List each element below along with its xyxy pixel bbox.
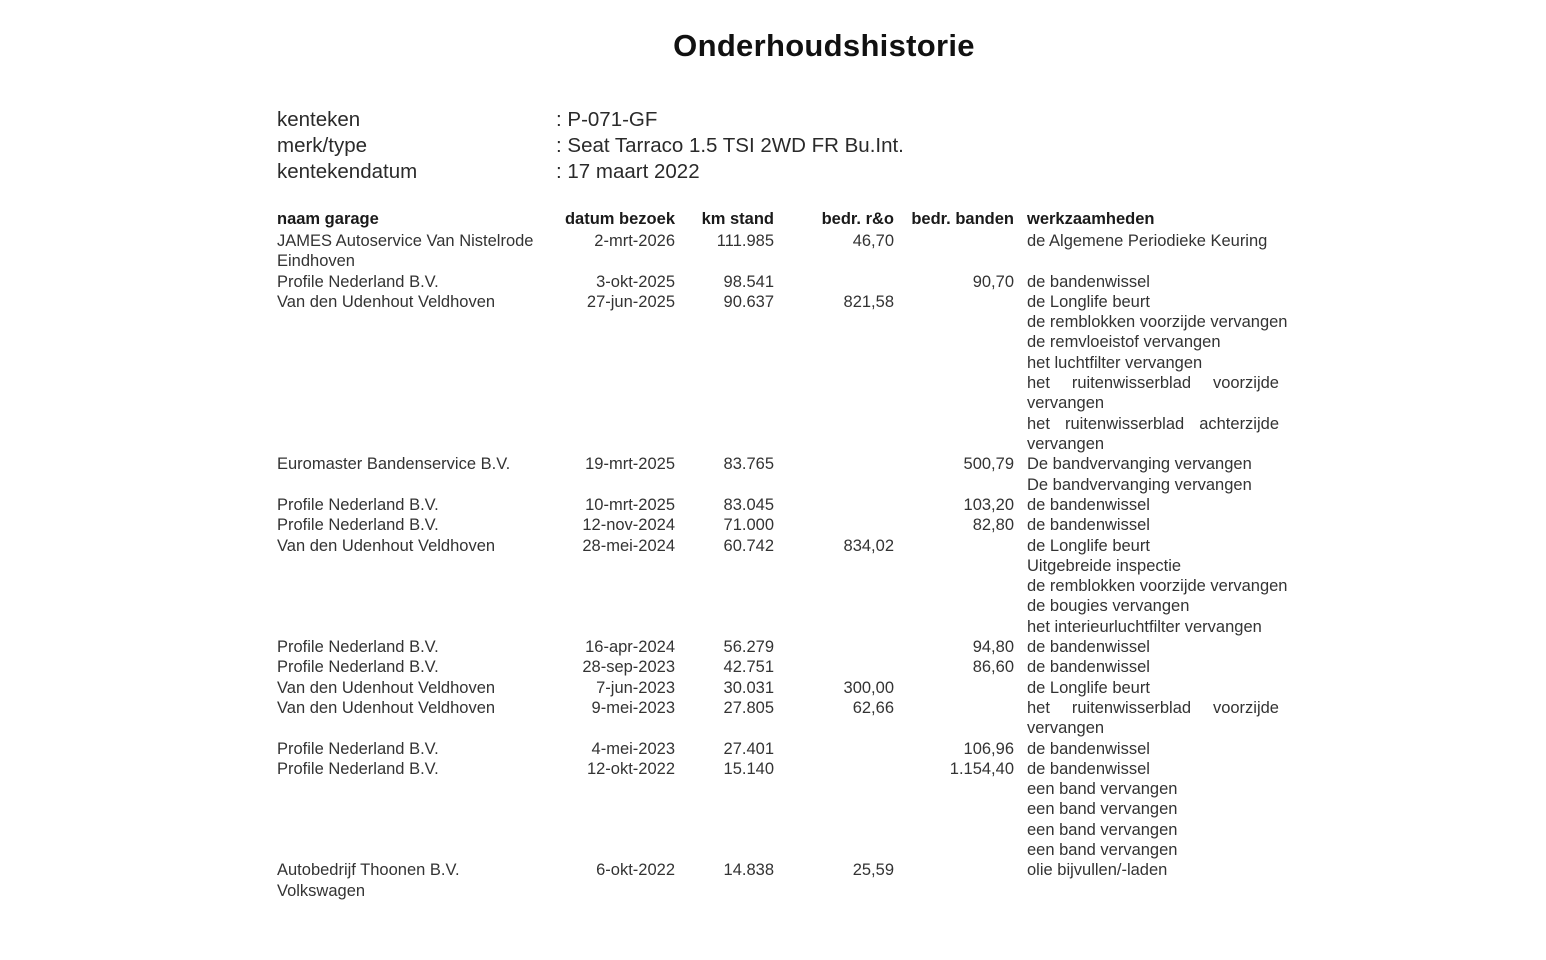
odometer: 83.045 <box>723 495 774 514</box>
work-item: het ruitenwisserblad achterzijde <box>1027 414 1279 433</box>
work-item: de remblokken voorzijde vervangen <box>1027 313 1288 332</box>
garage-name-line: Van den Udenhout Veldhoven <box>277 292 496 311</box>
odometer: 30.031 <box>723 678 774 697</box>
garage-name-line: Eindhoven <box>277 252 355 271</box>
work-item: de bandenwissel <box>1027 759 1150 778</box>
work-description <box>1027 515 1317 535</box>
odometer: 15.140 <box>723 759 774 778</box>
work-item: het interieurluchtfilter vervangen <box>1027 617 1262 636</box>
work-item: een band vervangen <box>1027 780 1178 799</box>
work-description <box>1027 678 1317 698</box>
column-header-garage: naam garage <box>277 210 379 228</box>
garage-name <box>277 515 557 535</box>
work-item: de bandenwissel <box>1027 658 1150 677</box>
visit-date: 7-jun-2023 <box>596 678 675 697</box>
column-header-km: km stand <box>701 210 774 228</box>
odometer: 27.805 <box>723 698 774 717</box>
garage-name-line: Euromaster Bandenservice B.V. <box>277 455 511 474</box>
work-item: de Longlife beurt <box>1027 536 1150 555</box>
odometer: 90.637 <box>723 292 774 311</box>
garage-name-line: Profile Nederland B.V. <box>277 638 439 656</box>
garage-name <box>277 637 557 657</box>
garage-name <box>277 698 557 718</box>
odometer: 83.765 <box>723 455 774 474</box>
visit-date: 19-mrt-2025 <box>585 455 675 474</box>
info-label: kenteken <box>277 108 361 131</box>
work-item: het ruitenwisserblad voorzijde <box>1027 698 1279 717</box>
work-description <box>1027 536 1317 637</box>
work-item: vervangen <box>1027 434 1105 453</box>
odometer: 56.279 <box>723 638 774 656</box>
garage-name-line: Profile Nederland B.V. <box>277 658 439 677</box>
garage-name-line: Profile Nederland B.V. <box>277 272 439 291</box>
visit-date: 2-mrt-2026 <box>594 232 675 250</box>
ro-amount: 25,59 <box>852 861 894 880</box>
garage-name-line: Autobedrijf Thoonen B.V. <box>277 861 460 880</box>
work-description <box>1027 292 1317 454</box>
tire-amount: 106,96 <box>963 739 1014 758</box>
garage-name <box>277 678 557 698</box>
work-item: De bandvervanging vervangen <box>1027 455 1252 474</box>
tire-amount: 82,80 <box>972 516 1014 535</box>
work-item: het ruitenwisserblad voorzijde <box>1027 374 1279 393</box>
work-item: olie bijvullen/-laden <box>1027 861 1168 880</box>
tire-amount: 90,70 <box>972 272 1014 291</box>
work-item: Uitgebreide inspectie <box>1027 556 1182 575</box>
garage-name-line: Van den Udenhout Veldhoven <box>277 536 496 555</box>
column-header-date: datum bezoek <box>564 210 675 228</box>
tire-amount: 86,60 <box>972 658 1014 677</box>
odometer: 14.838 <box>723 861 774 880</box>
visit-date: 16-apr-2024 <box>585 638 675 656</box>
garage-name <box>277 860 557 901</box>
visit-date: 3-okt-2025 <box>596 272 675 291</box>
work-item: de bandenwissel <box>1027 272 1150 291</box>
garage-name-line: Profile Nederland B.V. <box>277 516 439 535</box>
work-description <box>1027 495 1317 515</box>
ro-amount: 300,00 <box>843 678 894 697</box>
work-item: de bandenwissel <box>1027 638 1150 656</box>
work-item: het luchtfilter vervangen <box>1027 353 1203 372</box>
work-description <box>1027 272 1317 292</box>
work-item: de remblokken voorzijde vervangen <box>1027 577 1288 596</box>
garage-name-line: Van den Udenhout Veldhoven <box>277 678 496 697</box>
work-description <box>1027 759 1317 860</box>
garage-name <box>277 292 557 312</box>
garage-name <box>277 739 557 759</box>
garage-name-line: JAMES Autoservice Van Nistelrode <box>277 232 534 250</box>
visit-date: 10-mrt-2025 <box>585 495 675 514</box>
page-title: Onderhoudshistorie <box>673 28 975 63</box>
garage-name-line: Profile Nederland B.V. <box>277 739 439 758</box>
work-item: de bandenwissel <box>1027 739 1150 758</box>
tire-amount: 1.154,40 <box>949 759 1014 778</box>
work-item: de remvloeistof vervangen <box>1027 333 1221 352</box>
garage-name <box>277 272 557 292</box>
odometer: 98.541 <box>723 272 774 291</box>
visit-date: 28-mei-2024 <box>582 536 675 555</box>
garage-name-line: Van den Udenhout Veldhoven <box>277 698 496 717</box>
tire-amount: 94,80 <box>972 638 1014 656</box>
ro-amount: 821,58 <box>843 292 894 311</box>
work-item: vervangen <box>1027 394 1105 413</box>
garage-name-line: Profile Nederland B.V. <box>277 759 439 778</box>
work-item: de Longlife beurt <box>1027 678 1150 697</box>
work-item: vervangen <box>1027 719 1105 738</box>
tire-amount: 500,79 <box>963 455 1014 474</box>
visit-date: 9-mei-2023 <box>591 698 675 717</box>
column-header-work: werkzaamheden <box>1027 210 1155 228</box>
work-item: een band vervangen <box>1027 800 1178 819</box>
work-description <box>1027 231 1317 251</box>
visit-date: 12-nov-2024 <box>582 516 675 535</box>
work-item: een band vervangen <box>1027 840 1178 859</box>
work-item: de Longlife beurt <box>1027 292 1150 311</box>
visit-date: 4-mei-2023 <box>591 739 675 758</box>
info-value: : 17 maart 2022 <box>556 160 700 183</box>
work-description <box>1027 860 1317 880</box>
visit-date: 27-jun-2025 <box>586 292 675 311</box>
work-description <box>1027 637 1317 657</box>
work-item: de bougies vervangen <box>1027 597 1190 616</box>
work-item: de bandenwissel <box>1027 516 1150 535</box>
garage-name <box>277 454 557 474</box>
visit-date: 12-okt-2022 <box>586 759 675 778</box>
ro-amount: 46,70 <box>852 232 894 250</box>
odometer: 60.742 <box>723 536 774 555</box>
visit-date: 6-okt-2022 <box>596 861 675 880</box>
ro-amount: 834,02 <box>843 536 894 555</box>
ro-amount: 62,66 <box>852 698 894 717</box>
garage-name <box>277 759 557 779</box>
info-label: kentekendatum <box>277 160 418 183</box>
info-value: : Seat Tarraco 1.5 TSI 2WD FR Bu.Int. <box>556 134 904 157</box>
garage-name <box>277 657 557 677</box>
odometer: 71.000 <box>723 516 774 535</box>
tire-amount: 103,20 <box>963 495 1014 514</box>
garage-name <box>277 495 557 515</box>
work-item: de bandenwissel <box>1027 495 1150 514</box>
garage-name-line: Profile Nederland B.V. <box>277 495 439 514</box>
visit-date: 28-sep-2023 <box>582 658 675 677</box>
column-header-tire-amount: bedr. banden <box>911 210 1014 228</box>
odometer: 111.985 <box>716 232 774 250</box>
garage-name <box>277 231 557 272</box>
work-description <box>1027 454 1317 495</box>
work-description <box>1027 657 1317 677</box>
info-label: merk/type <box>277 134 367 157</box>
work-item: de Algemene Periodieke Keuring <box>1027 232 1268 250</box>
info-value: : P-071-GF <box>556 108 658 131</box>
garage-name <box>277 536 557 556</box>
odometer: 27.401 <box>723 739 774 758</box>
garage-name-line: Volkswagen <box>277 881 366 900</box>
work-item: De bandvervanging vervangen <box>1027 475 1252 494</box>
odometer: 42.751 <box>723 658 774 677</box>
work-description <box>1027 739 1317 759</box>
work-description <box>1027 698 1317 739</box>
column-header-ro-amount: bedr. r&o <box>821 210 894 228</box>
work-item: een band vervangen <box>1027 820 1178 839</box>
